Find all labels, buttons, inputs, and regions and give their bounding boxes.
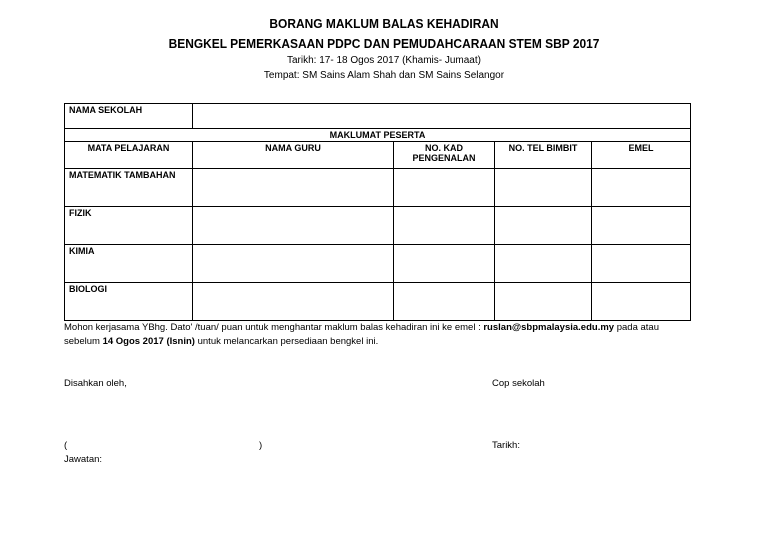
phone-cell[interactable] [495, 207, 592, 245]
phone-cell[interactable] [495, 169, 592, 207]
school-name-label: NAMA SEKOLAH [65, 104, 193, 129]
note-text-2: pada atau sebelum [64, 322, 659, 347]
ic-number-cell[interactable] [394, 207, 495, 245]
column-header-teacher: NAMA GURU [193, 142, 394, 169]
table-row [65, 207, 691, 245]
email-cell[interactable] [592, 283, 691, 321]
participant-info-header: MAKLUMAT PESERTA [65, 129, 691, 142]
table-row [65, 283, 691, 321]
form-title: BORANG MAKLUM BALAS KEHADIRAN [269, 16, 499, 31]
date-line: Tarikh: 17- 18 Ogos 2017 (Khamis- Jumaat) [287, 55, 481, 66]
column-header-subject: MATA PELAJARAN [65, 142, 193, 169]
table-row [65, 169, 691, 207]
subject-label: KIMIA [65, 245, 193, 283]
school-name-field[interactable] [193, 104, 691, 129]
teacher-name-cell[interactable] [193, 245, 394, 283]
contact-email: ruslan@sbpmalaysia.edu.my [483, 322, 615, 333]
note-text-3: untuk melancarkan persediaan bengkel ini. [194, 336, 379, 347]
workshop-title: BENGKEL PEMERKASAAN PDPC DAN PEMUDAHCARAAN STEM SBP 2017 [168, 36, 600, 51]
table-row [65, 245, 691, 283]
ic-number-cell[interactable] [394, 245, 495, 283]
phone-cell[interactable] [495, 245, 592, 283]
deadline: 14 Ogos 2017 (Isnin) [102, 336, 195, 347]
subject-label: MATEMATIK TAMBAHAN [65, 169, 193, 207]
signature-paren-open: ( [64, 440, 68, 451]
verified-by-label: Disahkan oleh, [64, 378, 127, 389]
ic-number-cell[interactable] [394, 169, 495, 207]
position-label: Jawatan: [64, 454, 103, 465]
column-header-email: EMEL [592, 142, 691, 169]
email-cell[interactable] [592, 169, 691, 207]
ic-number-cell[interactable] [394, 283, 495, 321]
subject-label: FIZIK [65, 207, 193, 245]
note-text-1: Mohon kerjasama YBhg. Dato' /tuan/ puan untuk menghantar maklum balas kehadiran ini ke emel : [64, 322, 484, 333]
subject-label: BIOLOGI [65, 283, 193, 321]
column-header-phone: NO. TEL BIMBIT [495, 142, 592, 169]
attendance-table [64, 103, 691, 321]
teacher-name-cell[interactable] [193, 169, 394, 207]
date-label: Tarikh: [492, 440, 520, 451]
submission-note [64, 321, 694, 349]
signature-paren-close: ) [259, 440, 263, 451]
venue-line: Tempat: SM Sains Alam Shah dan SM Sains Selangor [263, 70, 505, 81]
email-cell[interactable] [592, 245, 691, 283]
column-header-ic: NO. KAD PENGENALAN [394, 142, 495, 169]
phone-cell[interactable] [495, 283, 592, 321]
teacher-name-cell[interactable] [193, 283, 394, 321]
school-stamp-label: Cop sekolah [492, 378, 545, 389]
email-cell[interactable] [592, 207, 691, 245]
teacher-name-cell[interactable] [193, 207, 394, 245]
